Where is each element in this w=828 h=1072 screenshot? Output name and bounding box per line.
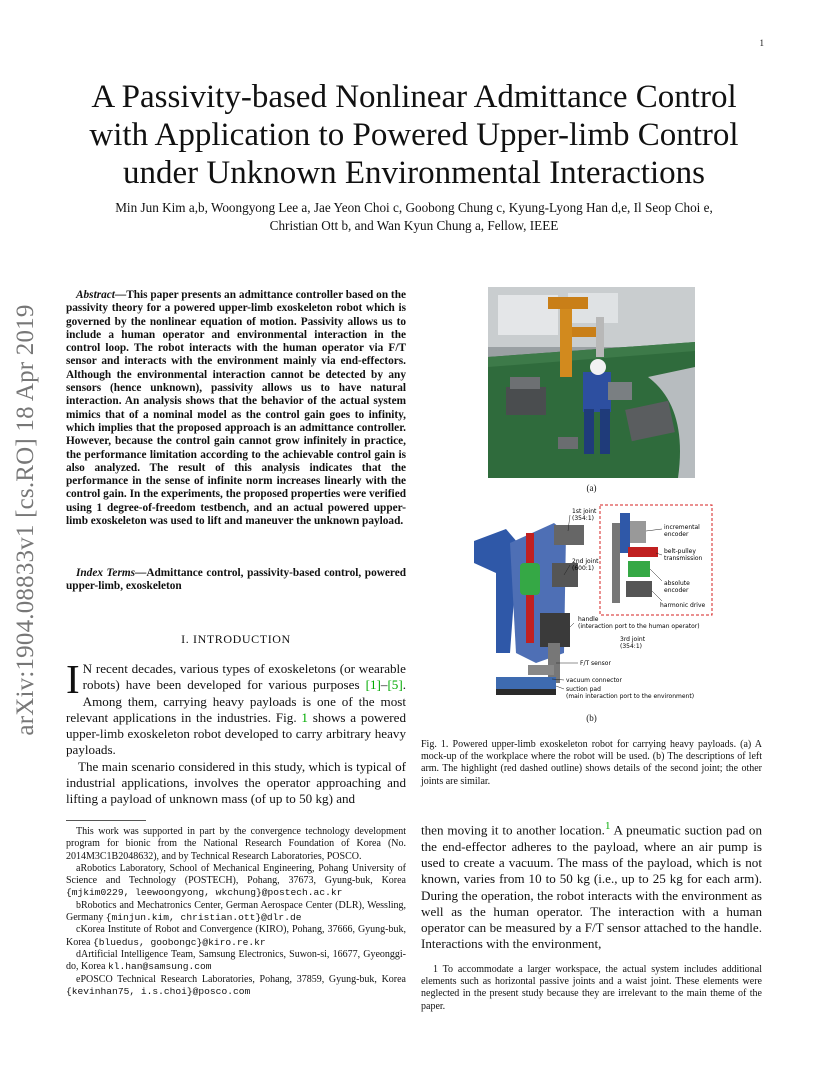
label-vacuum-connector: vacuum connector <box>566 677 622 684</box>
intro-paragraph-2: The main scenario considered in this study, which is typical of industrial applications, involves the operator approaching and lifting a payload of unknown mass (of up to 50 kg) and <box>66 758 406 807</box>
arm-motor <box>520 563 540 595</box>
affiliation-footnotes <box>66 826 406 998</box>
workplace-photo-drawing <box>488 287 695 478</box>
introduction-text <box>66 656 407 808</box>
arxiv-stamp <box>6 285 46 755</box>
footnote-divider <box>66 820 146 821</box>
author-list <box>70 199 758 235</box>
detail-incremental-encoder <box>630 521 646 543</box>
suction-pad-base <box>496 689 556 695</box>
intro-dash: – <box>380 677 388 693</box>
figure-label-a: (a) <box>586 483 597 493</box>
affiliation-e <box>66 974 406 999</box>
label-handle-note: (interaction port to the human operator) <box>578 623 700 630</box>
email-d: kl.han@samsung.com <box>107 961 212 973</box>
intro-text-b: . Among them, carrying heavy payloads is one of the most relevant applications in the industries. Fig. <box>66 677 406 725</box>
drop-cap: I <box>66 656 80 702</box>
ft-sensor-shape <box>528 665 554 675</box>
label-joint3-ratio: (354:1) <box>620 643 642 650</box>
label-absolute: absolute <box>664 580 690 587</box>
label-incremental: incremental <box>664 524 700 531</box>
abstract-text: —This paper presents an admittance controller based on the passivity theory for a powered upper-limb exoskeleton robot which is governed by the nonlinear equation of motion. Passivity allows us to include a human operator and environmental interaction in the control loop. The robot interacts with the human operator via F/T sensor and interacts with the environment mainly via end-effectors. Although the environmental interaction cannot be detected by any sensors (hence unknown), passivity allows us to have natural interaction. An analysis shows that the behavior of the actual system mimics that of a nominal model as the control gain goes to infinity, which implies that the proposed approach is an admittance controller. However, because the control gain cannot grow infinitely in practice, the performance limitation according to the achievable control gain is also analyzed. The result of this analysis indicates that the performance in the sense of infinite norm increases linearly with the control gain. In the experiments, the proposed properties were verified using 1 degree-of-freedom testbench, and an actual powered upper-limb exoskeleton was used to lift and maneuver the unknown payload. <box>66 289 406 528</box>
label-transmission: transmission <box>664 555 703 562</box>
affiliation-b-text: bRobotics and Mechatronics Center, German Aerospace Center (DLR), Wessling, Germany <box>66 899 406 924</box>
label-joint1: 1st joint <box>572 508 597 515</box>
affiliation-e-text: ePOSCO Technical Research Laboratories, Pohang, 37859, Gyung-buk, Korea <box>76 973 406 985</box>
email-e: {kevinhan75, i.s.choi}@posco.com <box>66 985 251 997</box>
figure-link[interactable]: 1 <box>301 709 308 725</box>
label-handle: handle <box>578 616 599 623</box>
abstract <box>66 289 406 528</box>
citation-link[interactable]: [5] <box>387 677 403 693</box>
label-encoder-1: encoder <box>664 531 689 538</box>
label-ft-sensor: F/T sensor <box>580 660 611 667</box>
page-number: 1 <box>759 38 764 48</box>
suction-pad-shape <box>496 677 556 691</box>
affiliation-c <box>66 924 406 949</box>
right-text-b: A pneumatic suction pad on the end-effector adheres to the payload, where an air pump is used to create a vacuum. The mass of the payload, which is not known, varies from 10 to 50 kg (i.e., up to 25 kg for each arm). During the operation, the robot interacts with the environment as well as the human operator. The interaction with a human operator can be measured by a F/T sensor attached to the handle. Interactions with the environment, <box>421 822 762 952</box>
footnote-link[interactable]: 1 <box>604 820 611 832</box>
label-encoder-2: encoder <box>664 587 689 594</box>
affiliation-d <box>66 949 406 974</box>
detail-shaft <box>612 523 620 603</box>
arxiv-stamp-text: arXiv:1904.08833v1 [cs.RO] 18 Apr 2019 <box>12 304 39 736</box>
arm-joint1-housing <box>554 525 584 545</box>
label-joint3: 3rd joint <box>620 636 646 643</box>
label-suction-pad: suction pad <box>566 686 601 693</box>
index-terms-label: Index Terms <box>76 567 136 579</box>
label-joint2: 2nd joint <box>572 558 599 565</box>
arm-diagram-drawing <box>466 503 714 708</box>
detail-belt <box>628 547 658 557</box>
label-joint2-ratio: (600:1) <box>572 565 594 572</box>
citation-link[interactable]: [1] <box>365 677 381 693</box>
right-footnote: 1 To accommodate a larger workspace, the actual system includes additional elements such as horizontal passive joints and a waist joint. These elements were neglected in the present study because they are irrelevant to the main theme of the paper. <box>421 964 762 1012</box>
affiliation-b <box>66 900 406 925</box>
affiliation-d-text: dArtificial Intelligence Team, Samsung Electronics, Suwon-si, 16677, Gyeonggi-do, Korea <box>66 948 406 973</box>
author-line-1: Min Jun Kim a,b, Woongyong Lee a, Jae Yeon Choi c, Goobong Chung c, Kyung-Lyong Han d,e, Il Seop Choi e, <box>115 200 713 215</box>
section-heading: I. INTRODUCTION <box>181 632 291 646</box>
right-text-a: then moving it to another location. <box>421 822 605 838</box>
affiliation-a <box>66 863 406 900</box>
affiliation-c-text: cKorea Institute of Robot and Convergence (KIRO), Pohang, 37666, Gyung-buk, Korea <box>66 924 406 948</box>
intro-text-c: shows a powered upper-limb exoskeleton robot developed to carry arbitrary heavy payloads. <box>66 709 407 758</box>
detail-harmonic-drive <box>626 581 652 597</box>
figure-caption: Fig. 1. Powered upper-limb exoskeleton robot for carrying heavy payloads. (a) A mock-up of the workplace where the robot will be used. (b) The descriptions of left arm. The highlight (red dashed outline) shows details of the second joint; the other joints are similar. <box>421 739 762 787</box>
intro-text-a: N recent decades, various types of exoskeletons (or wearable robots) have been developed for various purposes <box>82 661 406 693</box>
arm-diagram <box>466 503 714 708</box>
label-belt-pulley: belt-pulley <box>664 548 696 555</box>
right-column-text <box>421 818 762 953</box>
index-terms-text: —Admittance control, passivity-based control, powered upper-limb, exoskeleton <box>66 567 406 593</box>
email-b: {minjun.kim, christian.ott}@dlr.de <box>105 912 302 924</box>
paper-title: A Passivity-based Nonlinear Admittance Control with Application to Powered Upper-limb Control under Unknown Environmental Interactions <box>89 79 739 191</box>
email-c: {bluedus, goobongc}@kiro.re.kr <box>92 936 266 948</box>
index-terms <box>66 567 406 594</box>
workplace-photo <box>488 287 695 478</box>
label-suction-note: (main interaction port to the environment) <box>566 693 695 700</box>
figure-label-b: (b) <box>586 713 597 723</box>
label-harmonic-drive: harmonic drive <box>660 602 706 609</box>
detail-absolute-encoder <box>628 561 650 577</box>
intro-paragraph-1 <box>66 656 407 759</box>
author-line-2: Christian Ott b, and Wan Kyun Chung a, Fellow, IEEE <box>269 218 559 233</box>
email-a: {mjkim0229, leewoongyong, wkchung}@postech.ac.kr <box>66 887 343 899</box>
affiliation-a-text: aRobotics Laboratory, School of Mechanical Engineering, Pohang University of Science and Technology (POSTECH), Pohang, 37673, Gyung-buk, Korea <box>66 862 406 887</box>
arm-lower-link <box>540 613 570 647</box>
support-note: This work was supported in part by the convergence technology development program for bionic from the National Research Foundation of Korea (No. 2014M3C1B2048632), and by Technical Research Laboratories, POSCO. <box>66 826 406 862</box>
label-joint1-ratio: (354:1) <box>572 515 594 522</box>
abstract-label: Abstract <box>76 289 115 301</box>
